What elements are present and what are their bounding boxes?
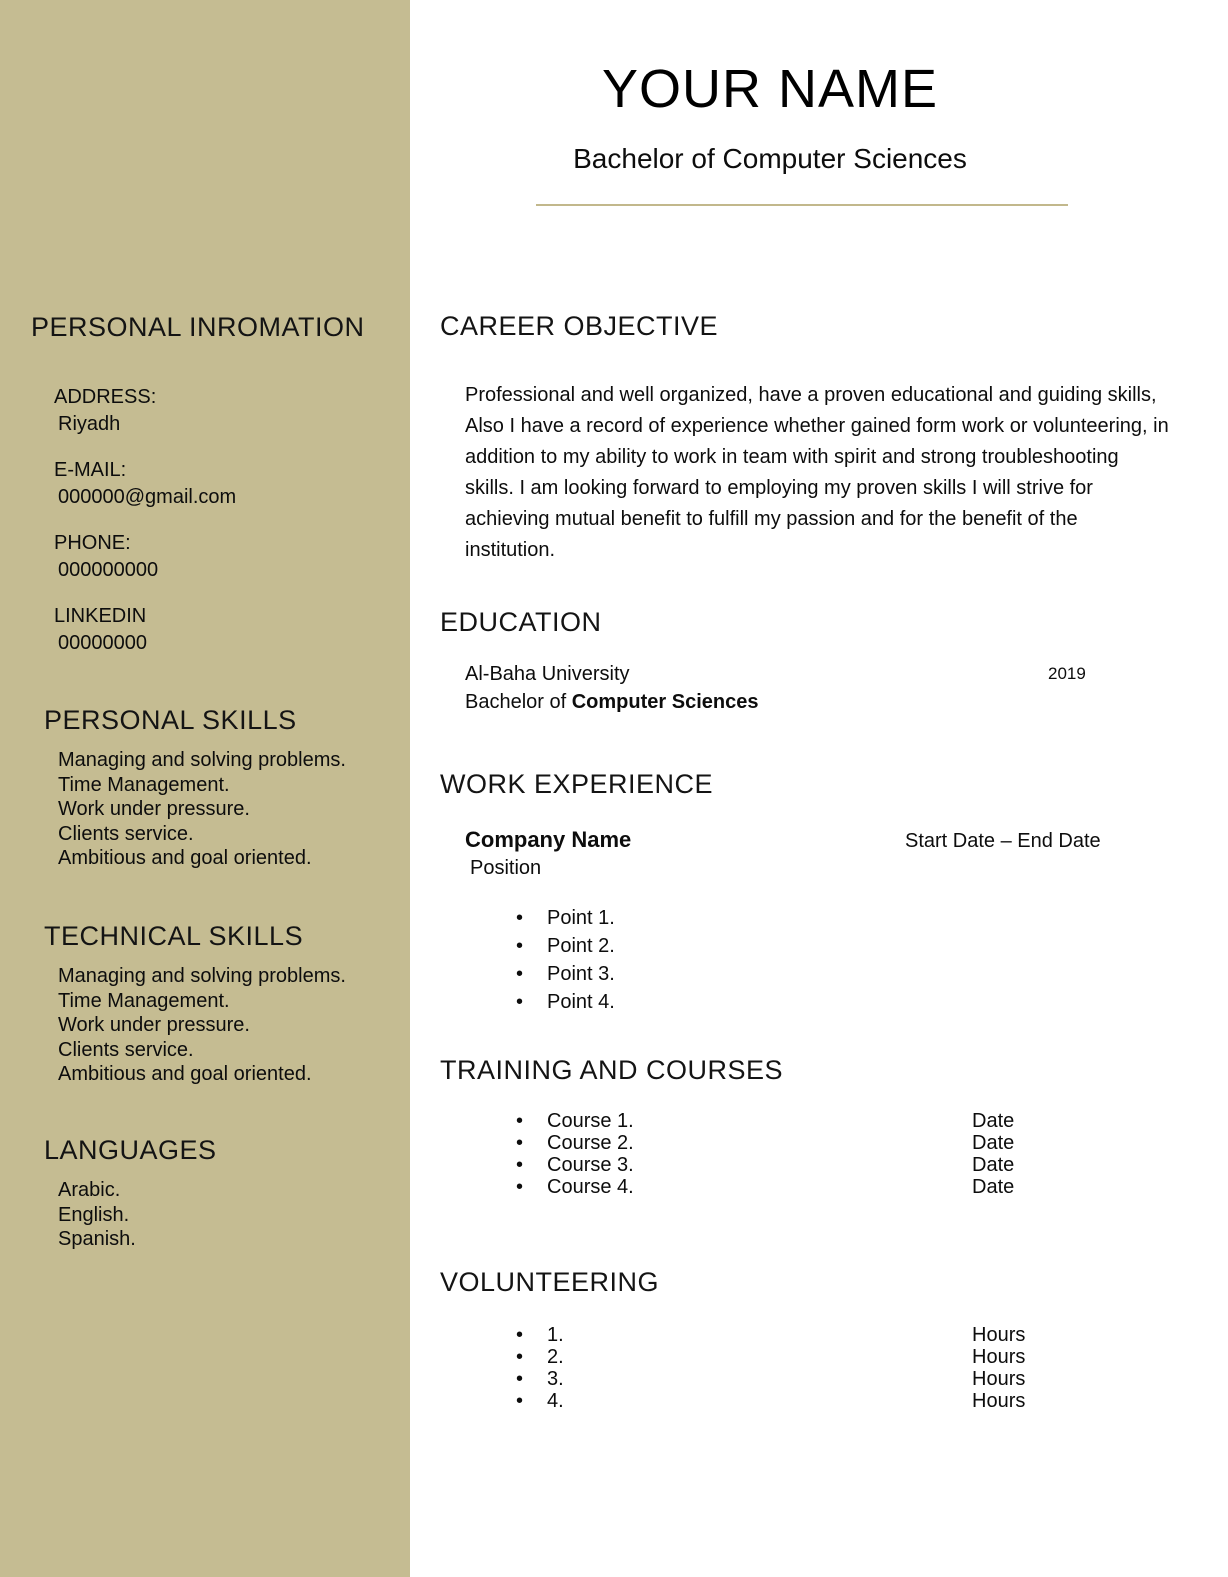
list-item: Work under pressure.	[58, 798, 250, 821]
volunteering-hours: Hours	[972, 1324, 1026, 1346]
volunteering-list	[440, 1324, 1208, 1412]
volunteering-label: 1.	[547, 1324, 564, 1346]
list-item: Ambitious and goal oriented.	[58, 847, 312, 870]
list-item: Ambitious and goal oriented.	[58, 1063, 312, 1086]
list-item: Arabic.	[58, 1178, 121, 1201]
list-item: Spanish.	[58, 1228, 136, 1251]
course-date: Date	[972, 1132, 1015, 1154]
work-experience-heading: WORK EXPERIENCE	[440, 769, 714, 799]
volunteering-heading: VOLUNTEERING	[440, 1267, 660, 1297]
volunteering-label: 3.	[547, 1368, 564, 1390]
table-row	[440, 1390, 1208, 1412]
degree-prefix: Bachelor of	[465, 691, 572, 713]
training-list	[440, 1110, 1208, 1198]
header-subtitle: Bachelor of Computer Sciences	[573, 143, 967, 174]
education-heading: EDUCATION	[440, 607, 602, 637]
phone-value: 000000000	[58, 559, 159, 581]
languages-list	[0, 1178, 410, 1252]
table-row	[440, 1324, 1208, 1346]
table-row	[440, 1176, 1208, 1198]
career-objective-heading: CAREER OBJECTIVE	[440, 311, 719, 341]
course-date: Date	[972, 1176, 1015, 1198]
education-degree	[465, 688, 1208, 716]
list-item: Time Management.	[58, 773, 230, 796]
volunteering-label: 4.	[547, 1390, 564, 1412]
course-date: Date	[972, 1154, 1015, 1176]
phone-label: PHONE:	[54, 532, 131, 554]
course-label: Course 2.	[547, 1132, 634, 1154]
technical-skills-heading: TECHNICAL SKILLS	[44, 920, 304, 951]
personal-skills-list	[0, 748, 410, 871]
table-row	[440, 1110, 1208, 1132]
work-dates: Start Date – End Date	[905, 830, 1101, 852]
address-label: ADDRESS:	[54, 386, 157, 408]
list-item: • Point 4.	[440, 988, 1208, 1016]
course-label: Course 3.	[547, 1154, 634, 1176]
education-entry	[465, 660, 1208, 716]
volunteering-label: 2.	[547, 1346, 564, 1368]
address-group	[0, 384, 410, 438]
list-item: • Point 1.	[440, 904, 1208, 932]
list-item: Clients service.	[58, 822, 194, 845]
course-date: Date	[972, 1110, 1015, 1132]
page-title: YOUR NAME	[601, 59, 939, 119]
company-name: Company Name	[465, 827, 632, 852]
list-item: Managing and solving problems.	[58, 749, 346, 771]
degree-field: Computer Sciences	[571, 691, 759, 713]
career-objective-text: Professional and well organized, have a proven educational and guiding skills, Also I have a record of experience whether gained form work or volunteering, in addition to my ability to work in team with spirit and strong troubleshooting skills. I am looking forward to employing my proven skills I will strive for achieving mutual benefit to fulfill my passion and for the benefit of the institution.	[465, 384, 1169, 561]
work-points-list	[440, 904, 1208, 1016]
linkedin-label: LINKEDIN	[54, 605, 147, 627]
list-item: • Point 2.	[440, 932, 1208, 960]
header-divider	[536, 204, 1068, 206]
list-item: Work under pressure.	[58, 1014, 250, 1037]
email-value: 000000@gmail.com	[58, 486, 237, 508]
linkedin-group	[0, 603, 410, 657]
linkedin-value: 00000000	[58, 632, 147, 654]
main-content	[410, 0, 1228, 1577]
table-row	[440, 1368, 1208, 1390]
table-row	[440, 1154, 1208, 1176]
header	[440, 0, 1100, 176]
personal-skills-heading: PERSONAL SKILLS	[44, 705, 297, 735]
table-row	[440, 1132, 1208, 1154]
personal-information-heading: PERSONAL INROMATION	[31, 312, 365, 342]
list-item: • Point 3.	[440, 960, 1208, 988]
technical-skills-list	[0, 964, 410, 1087]
list-item: Managing and solving problems.	[58, 964, 346, 987]
work-position: Position	[470, 857, 542, 879]
email-label: E-MAIL:	[54, 459, 127, 481]
contact-section	[0, 384, 410, 657]
volunteering-hours: Hours	[972, 1346, 1026, 1368]
course-label: Course 1.	[547, 1110, 634, 1132]
languages-heading: LANGUAGES	[44, 1134, 217, 1165]
volunteering-hours: Hours	[972, 1368, 1026, 1390]
email-group	[0, 457, 410, 511]
volunteering-hours: Hours	[972, 1390, 1026, 1412]
education-school: Al-Baha University	[465, 663, 630, 685]
table-row	[440, 1346, 1208, 1368]
list-item: Clients service.	[58, 1038, 194, 1061]
list-item: English.	[58, 1203, 130, 1226]
sidebar	[0, 0, 410, 1577]
address-value: Riyadh	[58, 413, 121, 435]
course-label: Course 4.	[547, 1176, 634, 1198]
list-item: Time Management.	[58, 989, 230, 1012]
phone-group	[0, 530, 410, 584]
work-experience-entry	[465, 826, 1208, 854]
training-heading: TRAINING AND COURSES	[440, 1055, 784, 1085]
education-year: 2019	[1048, 664, 1086, 683]
